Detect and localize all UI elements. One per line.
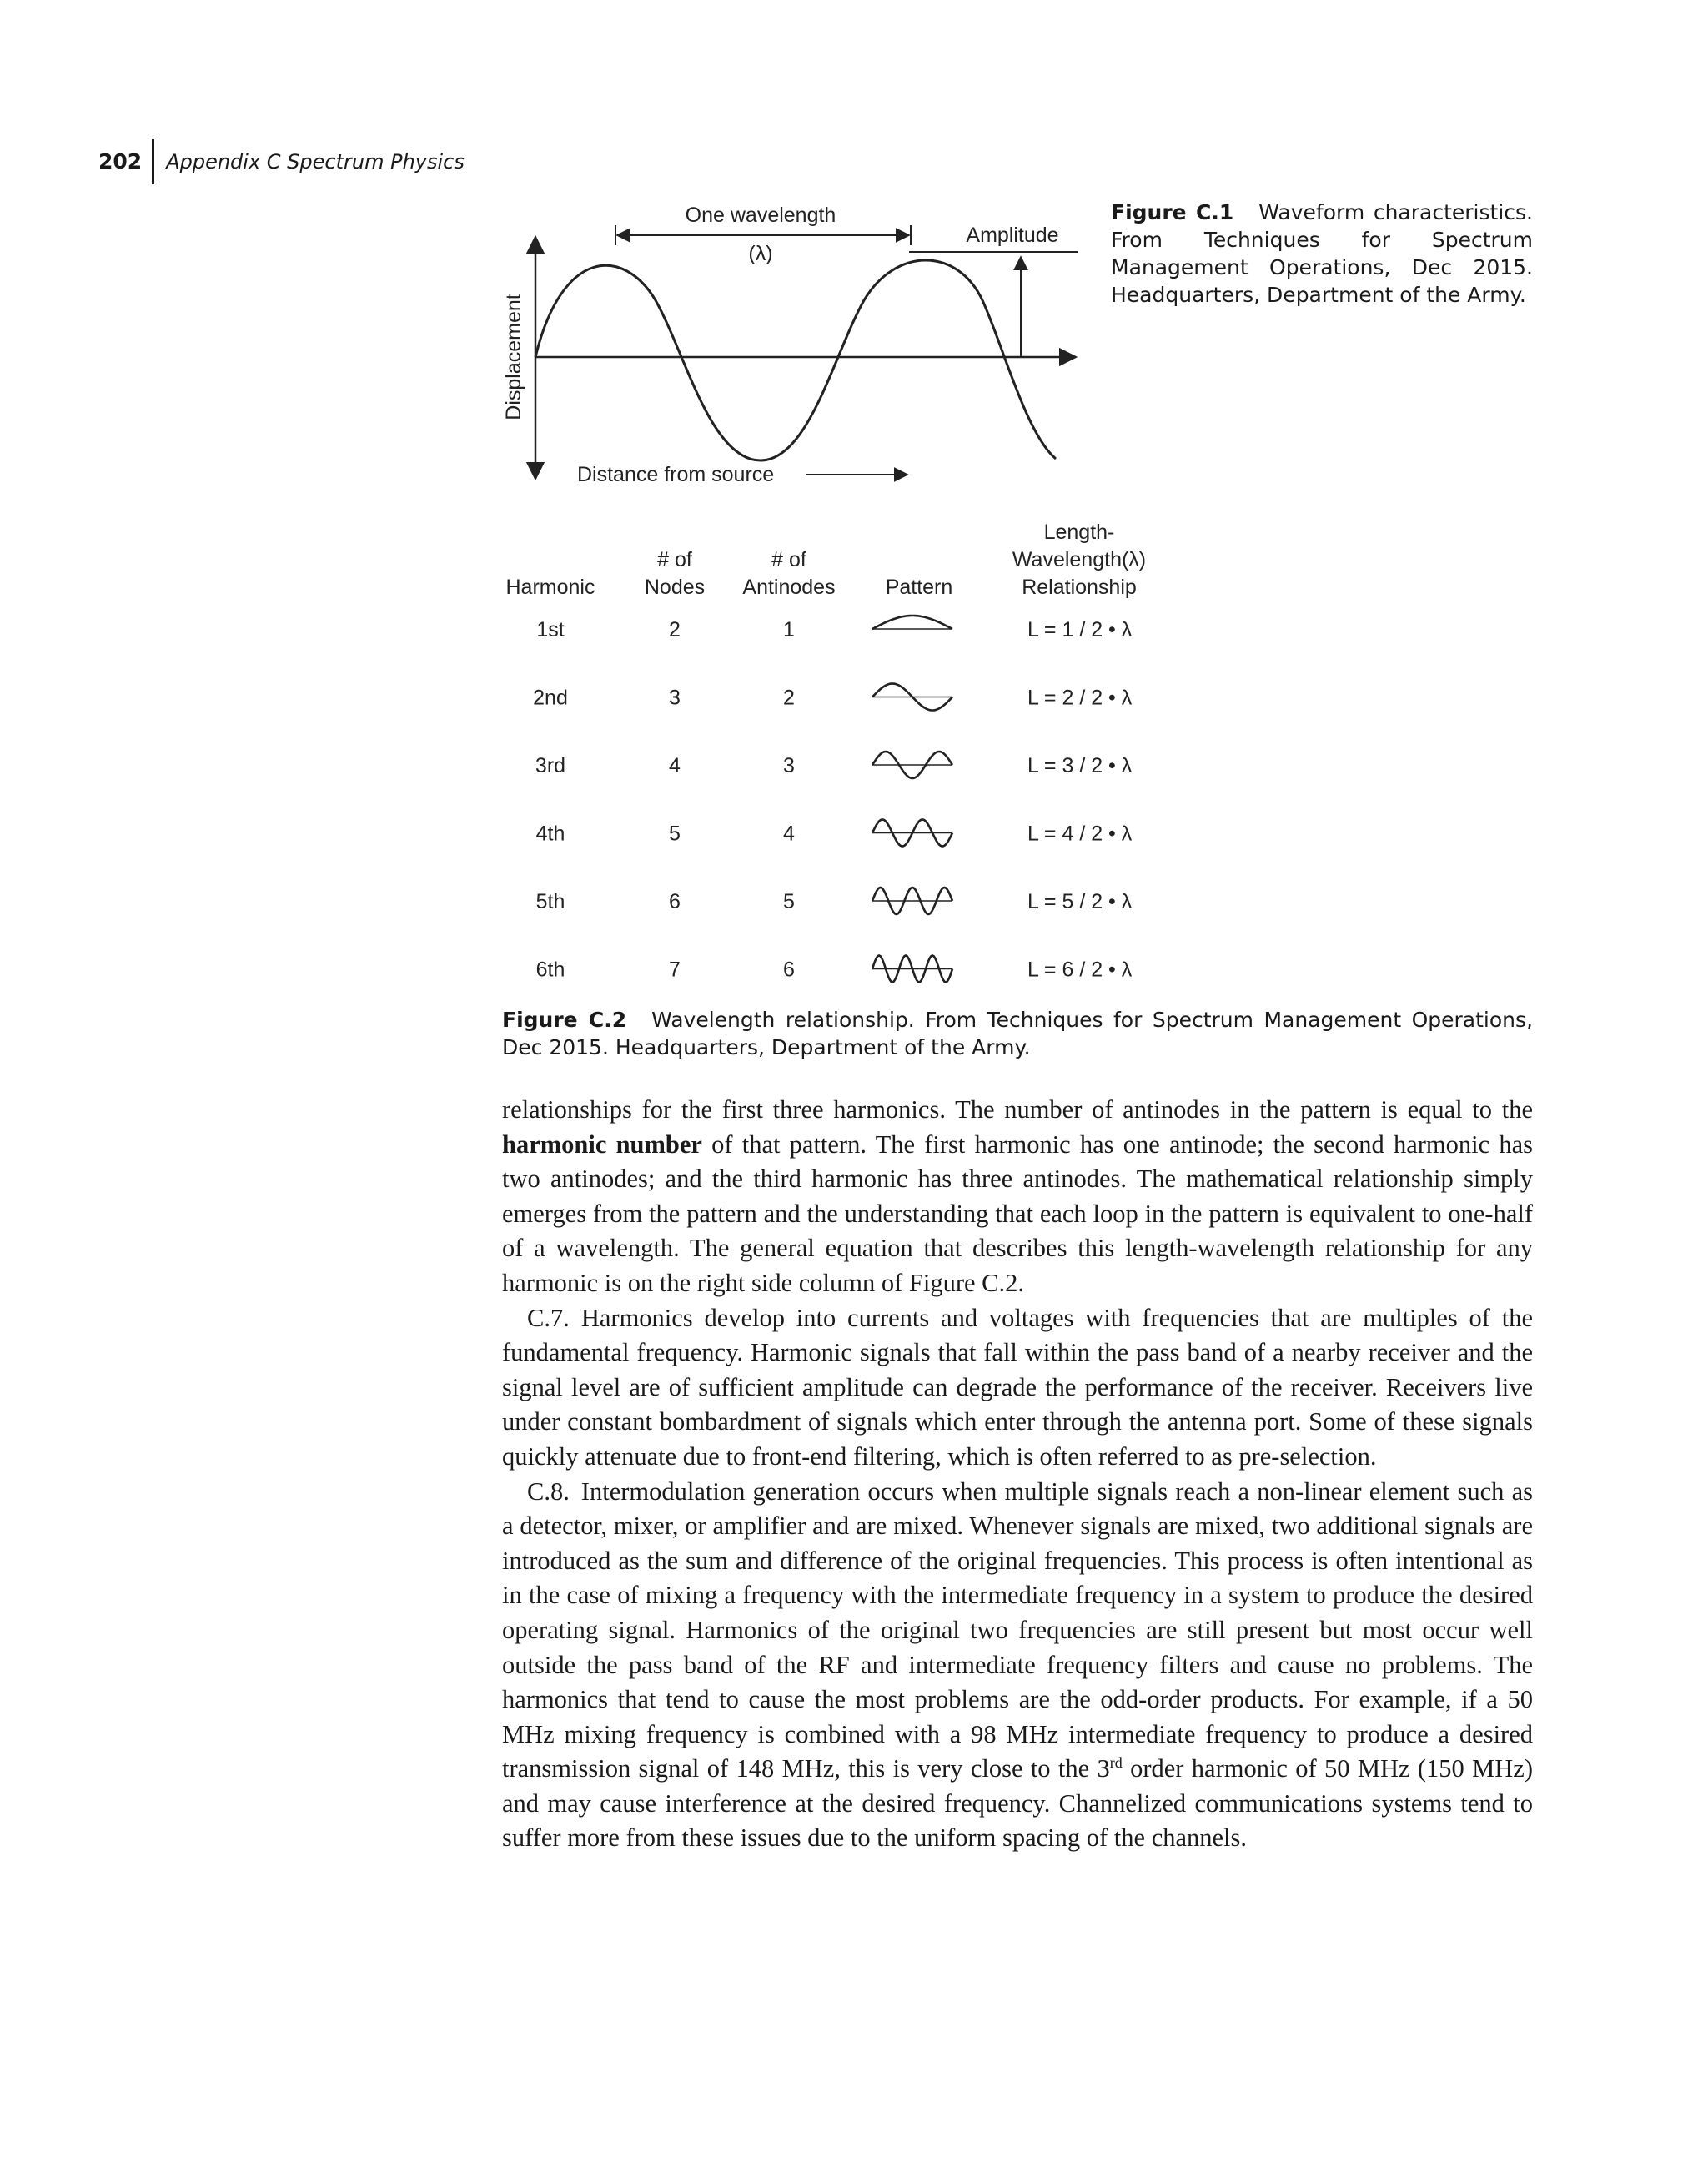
p2-text: Harmonics develop into currents and voltages with frequencies that are multiples of the fundamental frequency. Harmonic signals that fall within the pass band of a nearby receiver and the signal level are of sufficient amplitude can degrade the performance of the receiver. Receivers live under constant bombardment of signals which enter through the antenna port. Some of these signals quickly attenuate due to front-end filtering, which is often referred to as pre-selection.	[502, 1303, 1533, 1471]
lambda-label: (λ)	[748, 242, 773, 265]
figure-c2-caption-label: Figure C.2	[502, 1008, 627, 1032]
paragraph-c8	[502, 1475, 1533, 1857]
sine-wave	[535, 260, 1056, 460]
running-header	[98, 138, 465, 185]
header-antinodes-line1: # of	[771, 548, 806, 571]
waveform-diagram	[492, 194, 1093, 494]
paragraph-number-c8: C.8.	[527, 1476, 570, 1506]
header-relationship-line3: Relationship	[1022, 576, 1137, 599]
paragraph-c7	[502, 1301, 1533, 1475]
header-harmonic: Harmonic	[505, 576, 595, 599]
row-5-harmonic: 5th	[535, 890, 565, 913]
one-wavelength-label: One wavelength	[685, 204, 836, 227]
ordinal-superscript: rd	[1109, 1754, 1123, 1772]
row-2-relationship: L = 2 / 2 • λ	[1027, 686, 1133, 710]
row-3-antinodes: 3	[783, 754, 795, 777]
row-1-pattern	[872, 616, 952, 629]
header-pattern: Pattern	[885, 576, 953, 599]
row-4-antinodes: 4	[783, 822, 795, 846]
row-3-relationship: L = 3 / 2 • λ	[1027, 754, 1133, 777]
figure-c2-caption-text: Wavelength relationship. From Techniques for Spectrum Management Operations, Dec 2015. Headquarters, Department of the Army.	[502, 1008, 1533, 1059]
p1-text-a: relationships for the first three harmonics. The number of antinodes in the pattern is equal to the	[502, 1095, 1533, 1124]
figure-c1-caption-label: Figure C.1	[1111, 200, 1234, 224]
row-5-relationship: L = 5 / 2 • λ	[1027, 890, 1133, 913]
header-relationship-line1: Length-	[1043, 521, 1115, 544]
distance-label: Distance from source	[577, 463, 775, 486]
row-1-nodes: 2	[669, 618, 681, 641]
row-5-nodes: 6	[669, 890, 681, 913]
row-6-nodes: 7	[669, 958, 681, 982]
row-6-relationship: L = 6 / 2 • λ	[1027, 958, 1133, 982]
row-1-relationship: L = 1 / 2 • λ	[1027, 618, 1133, 641]
row-3-harmonic: 3rd	[535, 754, 566, 777]
amplitude-label: Amplitude	[966, 224, 1059, 247]
row-4-relationship: L = 4 / 2 • λ	[1027, 822, 1133, 846]
header-nodes-line2: Nodes	[644, 576, 706, 599]
p3-text-b: order harmonic of 50 MHz (150 MHz) and may cause interference at the desired frequency. Channelized communications systems tend to suffer more from these issues due to the uniform spacing of the channels.	[502, 1754, 1533, 1853]
row-6-antinodes: 6	[783, 958, 795, 982]
row-2-harmonic: 2nd	[533, 686, 568, 710]
row-6-harmonic: 6th	[535, 958, 565, 982]
p1-text-b: of that pattern. The first harmonic has one antinode; the second harmonic has two antinodes; and the third harmonic has three antinodes. The mathematical relationship simply emerges from the pattern and the understanding that each loop in the pattern is equivalent to one-half of a wavelength. The general equation that describes this length-wavelength relationship for any harmonic is on the right side column of Figure C.2.	[502, 1129, 1534, 1297]
row-2-antinodes: 2	[783, 686, 795, 710]
row-4-nodes: 5	[669, 822, 681, 846]
figure-c1-caption	[1111, 199, 1533, 309]
running-head: Appendix C Spectrum Physics	[166, 150, 465, 174]
paragraph-continuation	[502, 1093, 1533, 1301]
row-1-harmonic: 1st	[536, 618, 565, 641]
row-1-antinodes: 1	[783, 618, 795, 641]
page-number: 202	[98, 139, 154, 184]
p3-text-a: Intermodulation generation occurs when multiple signals reach a non-linear element such as a detector, mixer, or amplifier and are mixed. Whenever signals are mixed, two additional signals are introduced as the sum and difference of the original frequencies. This process is often intentional as in the case of mixing a frequency with the intermediate frequency in a system to produce the desired operating signal. Harmonics of the original two frequencies are still present but most occur well outside the pass band of the RF and intermediate frequency filters and cause no problems. The harmonics that tend to cause the most problems are the odd-order products. For example, if a 50 MHz mixing frequency is combined with a 98 MHz intermediate frequency to produce a desired transmission signal of 148 MHz, this is very close to the 3	[502, 1476, 1533, 1783]
header-relationship-line2: Wavelength(λ)	[1012, 548, 1147, 571]
harmonic-number-term: harmonic number	[502, 1129, 702, 1159]
figure-c2-caption	[502, 1006, 1533, 1061]
displacement-label: Displacement	[502, 294, 525, 420]
row-3-nodes: 4	[669, 754, 681, 777]
row-2-nodes: 3	[669, 686, 681, 710]
figure-c1-caption-text: Waveform characteristics. From Techniques for Spectrum Management Operations, Dec 2015. Headquarters, Department of the Army.	[1111, 200, 1533, 307]
header-nodes-line1: # of	[657, 548, 692, 571]
figure-c1-waveform	[492, 194, 1093, 494]
header-antinodes-line2: Antinodes	[742, 576, 836, 599]
row-4-harmonic: 4th	[535, 822, 565, 846]
row-5-antinodes: 5	[783, 890, 795, 913]
figure-c2-harmonics-table	[492, 519, 1176, 986]
body-text	[502, 1093, 1533, 1856]
paragraph-number-c7: C.7.	[527, 1303, 570, 1332]
harmonics-table-diagram	[492, 519, 1176, 986]
harmonics-rows	[533, 616, 1133, 983]
